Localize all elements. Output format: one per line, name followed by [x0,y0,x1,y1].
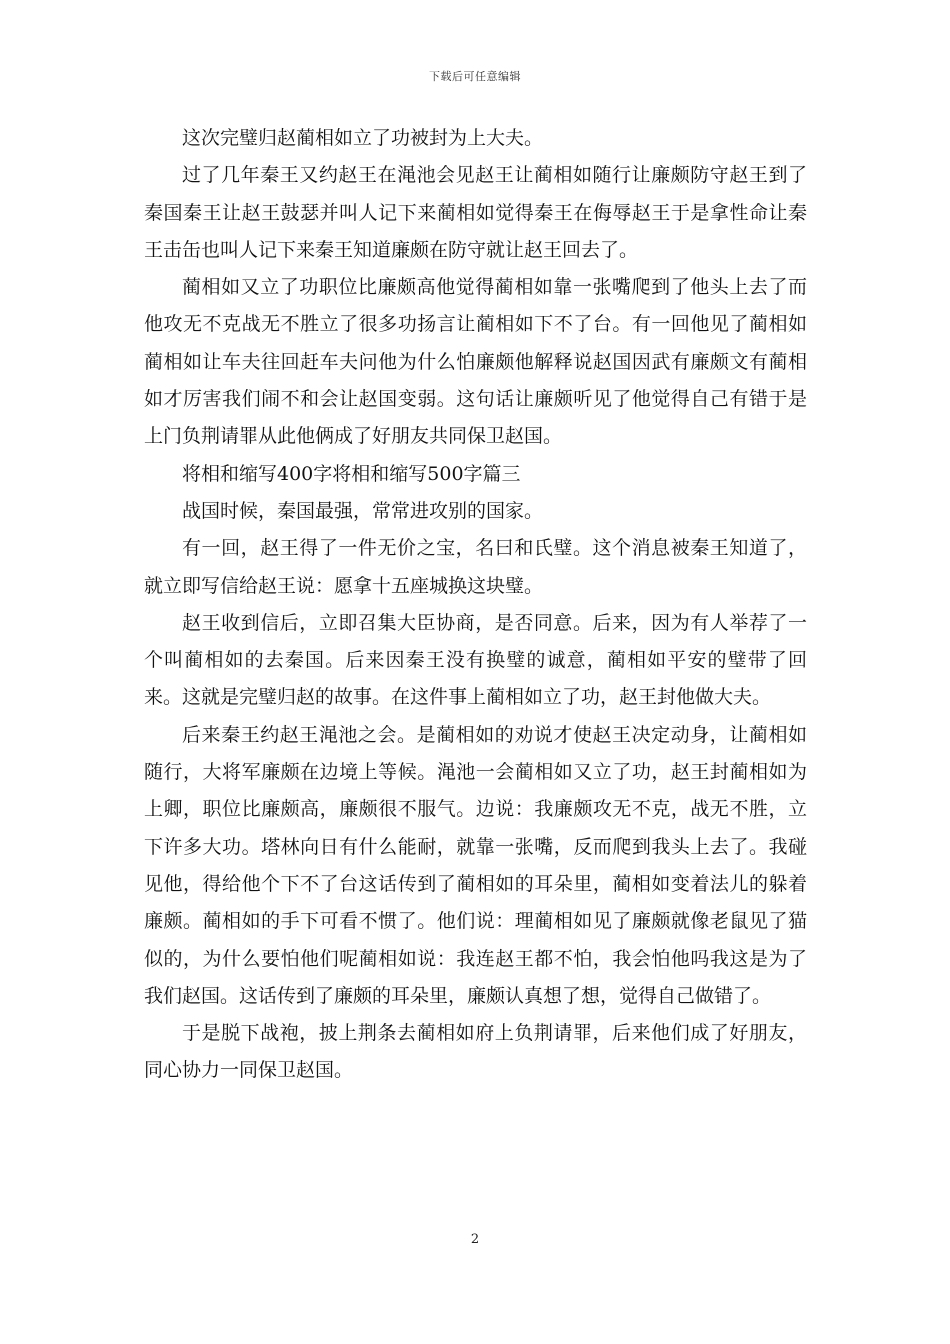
paragraph: 这次完璧归赵蔺相如立了功被封为上大夫。 [182,127,544,149]
section-heading: 将相和缩写400字将相和缩写500字篇三 [182,462,521,485]
paragraph: 战国时候，秦国最强，常常进攻别的国家。 [182,499,544,522]
document-body [144,120,807,1090]
paragraph: 过了几年秦王又约赵王在渑池会见赵王让蔺相如随行让廉颇防守赵王到了秦国秦王让赵王鼓瑟并叫人记下来蔺相如觉得秦王在侮辱赵王于是拿性命让秦王击缶也叫人记下来秦王知道廉颇在防守就让赵王回去了。 [144,164,807,261]
page-header: 下载后可任意编辑 [429,70,521,83]
paragraph: 后来秦王约赵王渑池之会。是蔺相如的劝说才使赵王决定动身，让蔺相如随行，大将军廉颇在边境上等候。渑池一会蔺相如又立了功，赵王封蔺相如为上卿，职位比廉颇高，廉颇很不服气。边说：我廉颇攻无不克，战无不胜，立下许多大功。塔林向日有什么能耐，就靠一张嘴，反而爬到我头上去了。我碰见他，得给他个下不了台这话传到了蔺相如的耳朵里，蔺相如变着法儿的躲着廉颇。蔺相如的手下可看不惯了。他们说：理蔺相如见了廉颇就像老鼠见了猫似的，为什么要怕他们呢蔺相如说：我连赵王都不怕，我会怕他吗我这是为了我们赵国。这话传到了廉颇的耳朵里，廉颇认真想了想，觉得自己做错了。 [144,723,807,1007]
paragraph: 有一回，赵王得了一件无价之宝，名曰和氏璧。这个消息被秦王知道了，就立即写信给赵王说：愿拿十五座城换这块璧。 [144,537,807,597]
paragraph: 蔺相如又立了功职位比廉颇高他觉得蔺相如靠一张嘴爬到了他头上去了而他攻无不克战无不胜立了很多功扬言让蔺相如下不了台。有一回他见了蔺相如蔺相如让车夫往回赶车夫问他为什么怕廉颇他解释说赵国因武有廉颇文有蔺相如才厉害我们闹不和会让赵国变弱。这句话让廉颇听见了他觉得自己有错于是上门负荆请罪从此他俩成了好朋友共同保卫赵国。 [144,276,807,448]
paragraph: 于是脱下战袍，披上荆条去蔺相如府上负荆请罪，后来他们成了好朋友，同心协力一同保卫赵国。 [144,1022,807,1082]
page-number: 2 [470,1232,480,1247]
paragraph: 赵王收到信后，立即召集大臣协商，是否同意。后来，因为有人举荐了一个叫蔺相如的去秦国。后来因秦王没有换璧的诚意，蔺相如平安的璧带了回来。这就是完璧归赵的故事。在这件事上蔺相如立了功，赵王封他做大夫。 [144,611,807,709]
